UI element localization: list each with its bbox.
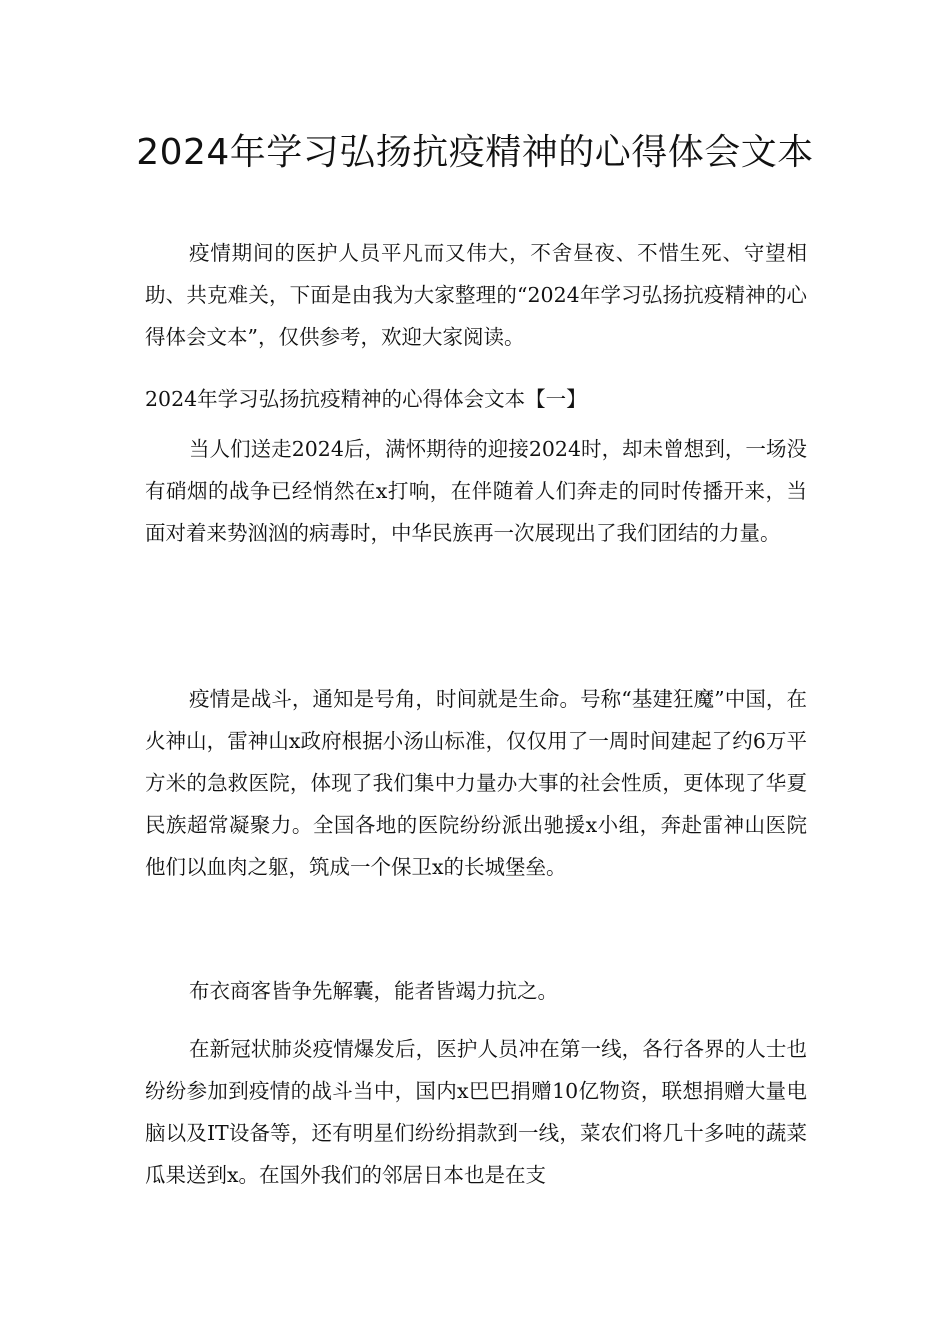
body-paragraph-1: 当人们送走2024后，满怀期待的迎接2024时，却未曾想到，一场没有硝烟的战争已经悄然在x打响，在伴随着人们奔走的同时传播开来，当面对着来势汹汹的病毒时，中华民族再一次展现出了我们团结的力量。 bbox=[145, 437, 807, 545]
document-title: 2024年学习弘扬抗疫精神的心得体会文本 bbox=[136, 132, 814, 173]
section-heading: 2024年学习弘扬抗疫精神的心得体会文本【一】 bbox=[145, 387, 587, 411]
body-paragraph-3: 布衣商客皆争先解囊，能者皆竭力抗之。 bbox=[189, 979, 558, 1003]
intro-paragraph: 疫情期间的医护人员平凡而又伟大，不舍昼夜、不惜生死、守望相助、共克难关，下面是由我为大家整理的“2024年学习弘扬抗疫精神的心得体会文本”，仅供参考，欢迎大家阅读。 bbox=[145, 241, 807, 349]
body-paragraph-4: 在新冠状肺炎疫情爆发后，医护人员冲在第一线，各行各界的人士也纷纷参加到疫情的战斗当中，国内x巴巴捐赠10亿物资，联想捐赠大量电脑以及IT设备等，还有明星们纷纷捐款到一线，菜农们将几十多吨的蔬菜瓜果送到x。在国外我们的邻居日本也是在支 bbox=[145, 1037, 807, 1187]
body-paragraph-2: 疫情是战斗，通知是号角，时间就是生命。号称“基建狂魔”中国，在火神山，雷神山x政府根据小汤山标准，仅仅用了一周时间建起了约6万平方米的急救医院，体现了我们集中力量办大事的社会性质，更体现了华夏民族超常凝聚力。全国各地的医院纷纷派出驰援x小组，奔赴雷神山医院他们以血肉之躯，筑成一个保卫x的长城堡垒。 bbox=[145, 687, 807, 879]
